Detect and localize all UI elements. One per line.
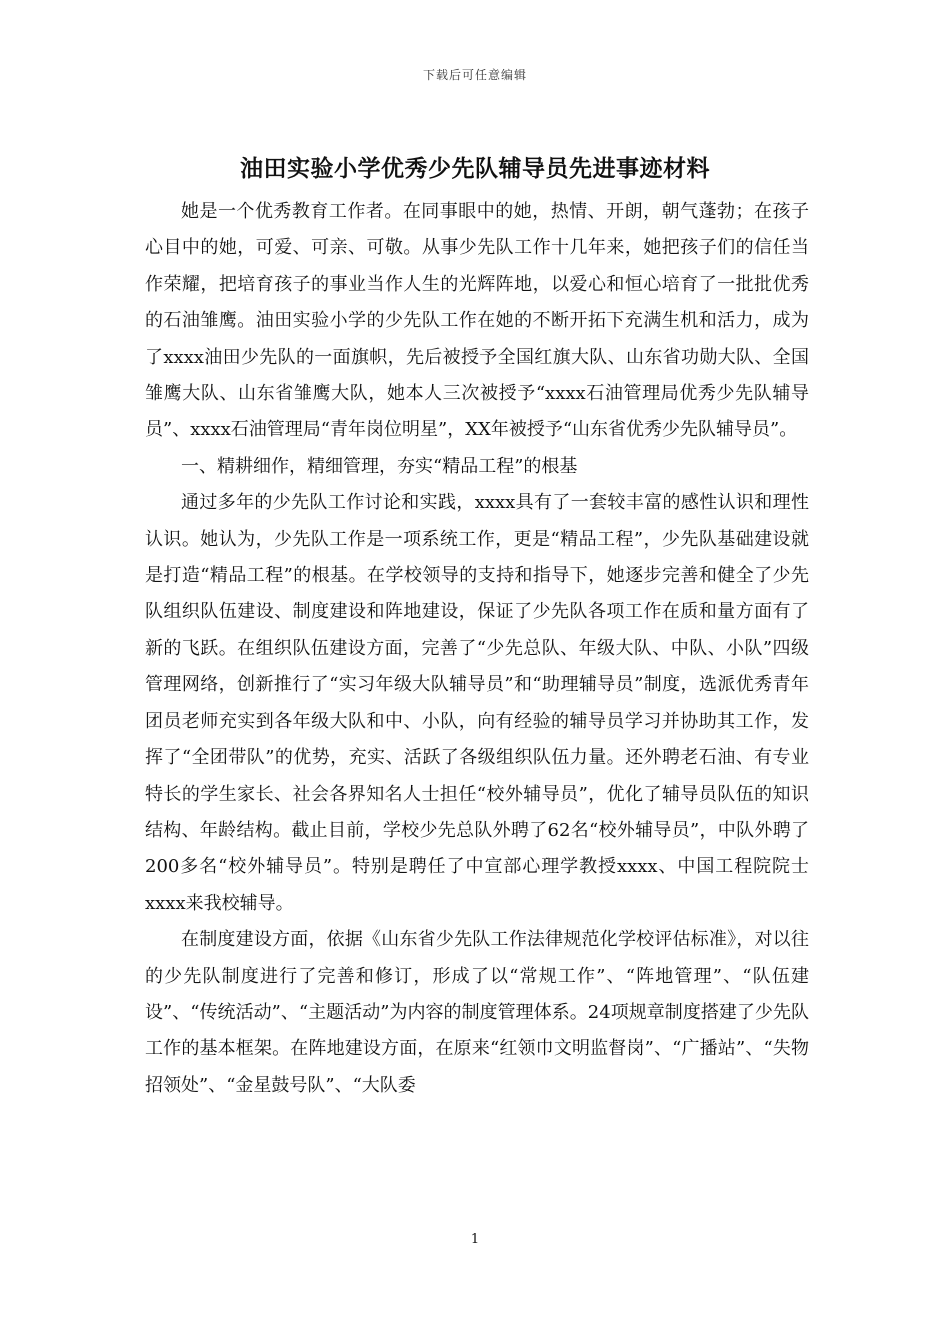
document-title: 油田实验小学优秀少先队辅导员先进事迹材料 bbox=[240, 156, 710, 182]
paragraph-system-building: 在制度建设方面，依据《山东省少先队工作法律规范化学校评估标准》，对以往的少先队制度进行了完善和修订，形成了以“常规工作”、“阵地管理”、“队伍建设”、“传统活动”、“主题活动”为内容的制度管理体系。24项规章制度搭建了少先队工作的基本框架。在阵地建设方面，在原来“红领巾文明监督岗”、“广播站”、“失物招领处”、“金星鼓号队”、“大队委 bbox=[145, 929, 809, 1096]
section-heading: 一、精耕细作，精细管理，夯实“精品工程”的根基 bbox=[181, 455, 578, 477]
header-note: 下载后可任意编辑 bbox=[422, 68, 527, 82]
document-body bbox=[145, 194, 809, 1104]
paragraph-organization: 通过多年的少先队工作讨论和实践，xxxx具有了一套较丰富的感性认识和理性认识。她认为，少先队工作是一项系统工作，更是“精品工程”，少先队基础建设就是打造“精品工程”的根基。在学校领导的支持和指导下，她逐步完善和健全了少先队组织队伍建设、制度建设和阵地建设，保证了少先队各项工作在质和量方面有了新的飞跃。在组织队伍建设方面，完善了“少先总队、年级大队、中队、小队”四级管理网络，创新推行了“实习年级大队辅导员”和“助理辅导员”制度，选派优秀青年团员老师充实到各年级大队和中、小队，向有经验的辅导员学习并协助其工作，发挥了“全团带队”的优势，充实、活跃了各级组织队伍力量。还外聘老石油、有专业特长的学生家长、社会各界知名人士担任“校外辅导员”，优化了辅导员队伍的知识结构、年龄结构。截止目前，学校少先总队外聘了62名“校外辅导员”，中队外聘了200多名“校外辅导员”。特别是聘任了中宣部心理学教授xxxx、中国工程院院士xxxx来我校辅导。 bbox=[145, 492, 809, 914]
paragraph-intro: 她是一个优秀教育工作者。在同事眼中的她，热情、开朗，朝气蓬勃；在孩子心目中的她，可爱、可亲、可敬。从事少先队工作十几年来，她把孩子们的信任当作荣耀，把培育孩子的事业当作人生的光辉阵地，以爱心和恒心培育了一批批优秀的石油雏鹰。油田实验小学的少先队工作在她的不断开拓下充满生机和活力，成为了xxxx油田少先队的一面旗帜，先后被授予全国红旗大队、山东省功勋大队、全国雏鹰大队、山东省雏鹰大队，她本人三次被授予“xxxx石油管理局优秀少先队辅导员”、xxxx石油管理局“青年岗位明星”，XX年被授予“山东省优秀少先队辅导员”。 bbox=[145, 201, 809, 441]
page-number: 1 bbox=[470, 1232, 480, 1247]
